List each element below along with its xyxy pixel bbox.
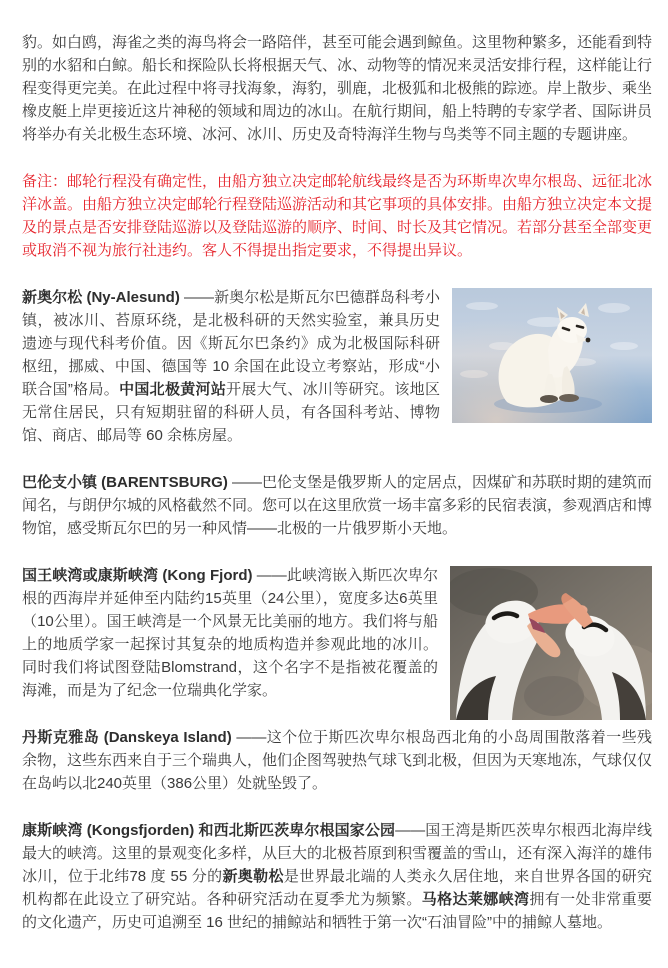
arctic-fox-photo bbox=[452, 288, 652, 423]
albatross-pair-photo bbox=[450, 566, 652, 720]
section-kongsfjorden bbox=[22, 819, 652, 934]
section-text: 新奥尔松 (Ny-Alesund) ——新奥尔松是斯瓦尔巴德群岛科考小镇，被冰川、苔原环绕，是北极科研的天然实验室，兼具历史遗迹与现代科考价值。因《斯瓦尔巴条约》成为北极国际科研枢纽，挪威、中国、德国等 10 余国在此设立考察站，形成“小联合国”格局。中国北极黄河站开展大气、冰川等研究。该地区无常住居民，只有短期驻留的科研人员，有各国科考站、博物馆、商店、邮局等 60 余栋房屋。 bbox=[22, 289, 440, 444]
section-text: 康斯峡湾 (Kongsfjorden) 和西北斯匹茨卑尔根国家公园——国王湾是斯匹茨卑尔根西北海岸线最大的峡湾。这里的景观变化多样，从巨大的北极苔原到积雪覆盖的雪山，还有深入海洋的雄伟冰川，位于北纬78 度 55 分的新奥勒松是世界最北端的人类永久居住地，来自世界各国的研究机构都在此设立了研究站。各种研究活动在夏季尤为频繁。马格达莱娜峡湾拥有一处非常重要的文化遗产，历史可追溯至 16 世纪的捕鲸站和牺牲于第一次“石油冒险”中的捕鲸人墓地。 bbox=[22, 822, 653, 931]
section-text: 丹斯克雅岛 (Danskeya Island) ——这个位于斯匹次卑尔根岛西北角的小岛周围散落着一些残余物，这些东西来自于三个瑞典人，他们企图驾驶热气球飞到北极，但因为天寒地冻，气球仅仅在岛屿以北240英里（386公里）处就坠毁了。 bbox=[22, 729, 653, 792]
section-text: 国王峡湾或康斯峡湾 (Kong Fjord) ——此峡湾嵌入斯匹次卑尔根的西海岸并延伸至内陆约15英里（24公里），宽度多达6英里（10公里）。国王峡湾是一个风景无比美丽的地方。我们将与船上的地质学家一起探讨其复杂的地质构造并参观此地的冰川。同时我们将试图登陆Blomstrand，这个名字不是指被花覆盖的海滩，而是为了纪念一位瑞典化学家。 bbox=[22, 567, 438, 699]
arctic-fox-illustration bbox=[452, 288, 652, 423]
section-kong-fjord bbox=[22, 564, 652, 702]
section-text: 巴伦支小镇 (BARENTSBURG) ——巴伦支堡是俄罗斯人的定居点，因煤矿和苏联时期的建筑而闻名，与朗伊尔城的风格截然不同。您可以在这里欣赏一场丰富多彩的民宿表演，参观酒店和博物馆，感受斯瓦尔巴的另一种风情——北极的一片俄罗斯小天地。 bbox=[22, 474, 653, 537]
notice-paragraph: 备注：邮轮行程没有确定性，由船方独立决定邮轮航线最终是否为环斯卑次卑尔根岛、远征北冰洋冰盖。由船方独立决定邮轮行程登陆巡游活动和其它事项的具体安排。由船方独立决定本文提及的景点是否安排登陆巡游以及登陆巡游的顺序、时间、时长及其它情况。若部分甚至全部变更或取消不视为旅行社违约。客人不得提出指定要求，不得提出异议。 bbox=[22, 173, 653, 259]
section-ny-alesund bbox=[22, 286, 652, 447]
section-barentsburg bbox=[22, 471, 652, 540]
intro-paragraph: 豹。如白鸥，海雀之类的海鸟将会一路陪伴，甚至可能会遇到鲸鱼。这里物种繁多，还能看到特别的水貂和白鲸。船长和探险队长将根据天气、冰、动物等的情况来灵活安排行程，这样能让行程变得更完美。在此过程中将寻找海象，海豹，驯鹿，北极狐和北极熊的踪迹。岸上散步、乘坐橡皮艇上岸更接近这片神秘的领域和周边的冰山。在航行期间，船上特聘的专家学者、国际讲员将举办有关北极生态环境、冰河、冰川、历史及奇特海洋生物与鸟类等不同主题的专题讲座。 bbox=[22, 34, 653, 143]
albatross-pair-illustration bbox=[450, 566, 652, 720]
section-danskeya-island bbox=[22, 726, 652, 795]
